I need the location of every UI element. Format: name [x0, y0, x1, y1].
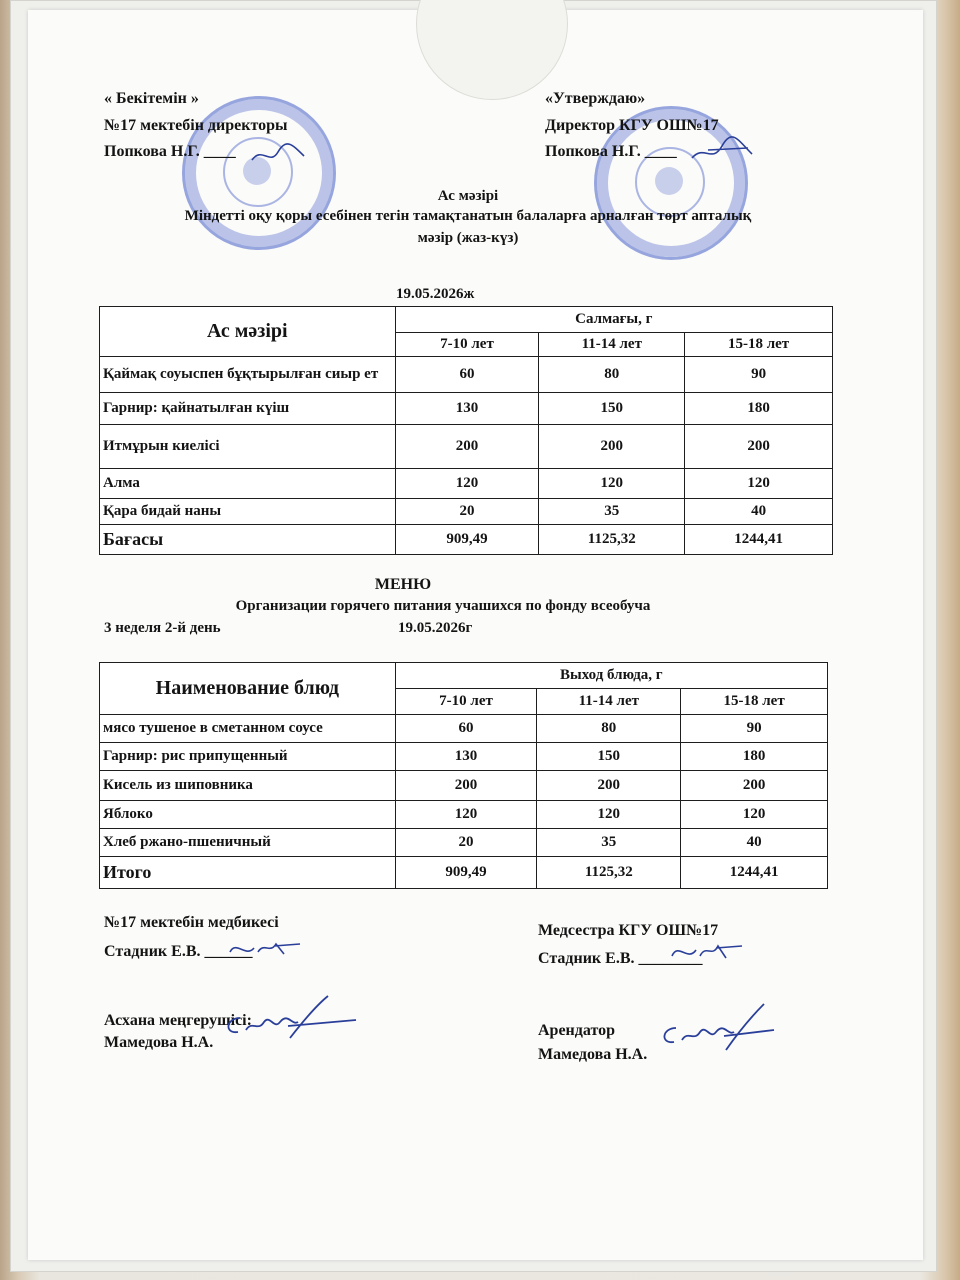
weight-cell: 120 [685, 469, 833, 499]
ru-age-header: 15-18 лет [681, 689, 828, 715]
table-row [100, 715, 828, 743]
total-label: Итого [100, 857, 396, 889]
table-row [100, 771, 828, 801]
weight-cell: 80 [537, 715, 681, 743]
total-cell: 1244,41 [681, 857, 828, 889]
ru-age-header: 11-14 лет [537, 689, 681, 715]
weight-cell: 120 [537, 801, 681, 829]
total-row [100, 857, 828, 889]
weight-cell: 120 [539, 469, 685, 499]
weight-cell: 150 [537, 743, 681, 771]
weight-cell: 120 [395, 801, 537, 829]
ru-menu-date: 19.05.2026г [398, 620, 473, 636]
dish-name: мясо тушеное в сметанном соусе [100, 715, 396, 743]
table-row [100, 801, 828, 829]
tenant-ru-position: Арендатор [538, 1022, 615, 1039]
total-cell: 909,49 [395, 525, 539, 555]
table-row [100, 469, 833, 499]
dish-name: Алма [100, 469, 396, 499]
kz-age-header: 15-18 лет [685, 333, 833, 357]
weight-cell: 200 [685, 425, 833, 469]
weight-cell: 200 [539, 425, 685, 469]
weight-cell: 130 [395, 393, 539, 425]
weight-cell: 120 [395, 469, 539, 499]
nurse-ru-name: Стадник Е.В. ________ [538, 950, 703, 967]
weight-cell: 200 [395, 771, 537, 801]
ru-menu-week: 3 неделя 2-й день [104, 620, 221, 636]
kz-weight-header: Салмағы, г [395, 307, 832, 333]
ru-weight-header: Выход блюда, г [395, 663, 827, 689]
sleeve-finger-notch [416, 0, 568, 100]
total-cell: 909,49 [395, 857, 537, 889]
table-row [100, 357, 833, 393]
table-row [100, 499, 833, 525]
kz-name-header: Ас мәзірі [100, 307, 396, 357]
tenant-signature-right [654, 1000, 794, 1060]
nurse-kz-position: №17 мектебiн медбикесi [104, 914, 279, 931]
total-cell: 1125,32 [537, 857, 681, 889]
table-row [100, 743, 828, 771]
ru-name-header: Наименование блюд [100, 663, 396, 715]
weight-cell: 60 [395, 715, 537, 743]
total-row [100, 525, 833, 555]
nurse-signature-left [224, 934, 304, 964]
dish-name: Қаймақ соуыспен бұқтырылған сиыр ет [100, 357, 396, 393]
approve-ru-name: Попкова Н.Г. ____ [545, 143, 677, 160]
ru-menu-title: МЕНЮ [374, 576, 432, 593]
approve-kz-position: №17 мектебiн директоры [104, 117, 288, 134]
table-row [100, 829, 828, 857]
kz-menu-table [99, 306, 833, 555]
dish-name: Яблоко [100, 801, 396, 829]
weight-cell: 90 [681, 715, 828, 743]
weight-cell: 180 [681, 743, 828, 771]
weight-cell: 40 [681, 829, 828, 857]
weight-cell: 20 [395, 829, 537, 857]
table-row [100, 393, 833, 425]
weight-cell: 200 [395, 425, 539, 469]
total-label: Бағасы [100, 525, 396, 555]
ru-menu-table [99, 662, 828, 889]
kz-menu-subtitle: Міндетті оқу қоры есебінен тегін тамақтанатын балаларға арналған төрт апталық [184, 208, 752, 224]
weight-cell: 150 [539, 393, 685, 425]
weight-cell: 180 [685, 393, 833, 425]
dish-name: Итмұрын киелісі [100, 425, 396, 469]
kz-age-header: 7-10 лет [395, 333, 539, 357]
director-signature-right [688, 136, 758, 168]
canteen-signature-left [218, 992, 358, 1052]
weight-cell: 40 [685, 499, 833, 525]
approve-kz-title: « Бекітемін » [104, 90, 199, 107]
canteen-kz-name: Мамедова Н.А. [104, 1034, 214, 1051]
weight-cell: 90 [685, 357, 833, 393]
nurse-ru-position: Медсестра КГУ ОШ№17 [538, 922, 719, 939]
weight-cell: 35 [539, 499, 685, 525]
tenant-ru-name: Мамедова Н.А. [538, 1046, 648, 1063]
menu-document [28, 10, 923, 1260]
weight-cell: 130 [395, 743, 537, 771]
dish-name: Хлеб ржано-пшеничный [100, 829, 396, 857]
dish-name: Гарнир: рис припущенный [100, 743, 396, 771]
approve-kz-name: Попкова Н.Г. ____ [104, 143, 236, 160]
dish-name: Кисель из шиповника [100, 771, 396, 801]
weight-cell: 80 [539, 357, 685, 393]
kz-menu-season: мәзір (жаз-күз) [417, 230, 519, 246]
dish-name: Гарнир: қайнатылған күіш [100, 393, 396, 425]
kz-menu-title: Ас мәзірі [437, 188, 499, 204]
weight-cell: 35 [537, 829, 681, 857]
ru-menu-subtitle: Организации горячего питания учашихся по фонду всеобуча [235, 598, 651, 614]
nurse-kz-name: Стадник Е.В. ______ [104, 943, 253, 960]
weight-cell: 200 [537, 771, 681, 801]
approve-ru-position: Директор КГУ ОШ№17 [545, 117, 719, 134]
director-signature-left [248, 140, 308, 170]
total-cell: 1125,32 [539, 525, 685, 555]
ru-age-header: 7-10 лет [395, 689, 537, 715]
kz-age-header: 11-14 лет [539, 333, 685, 357]
canteen-kz-position: Асхана меңгерушісі: [104, 1012, 252, 1029]
weight-cell: 200 [681, 771, 828, 801]
table-row [100, 425, 833, 469]
weight-cell: 120 [681, 801, 828, 829]
nurse-signature-right [666, 936, 746, 968]
weight-cell: 60 [395, 357, 539, 393]
total-cell: 1244,41 [685, 525, 833, 555]
approve-ru-title: «Утверждаю» [545, 90, 646, 107]
kz-menu-date: 19.05.2026ж [396, 286, 475, 302]
dish-name: Қара бидай наны [100, 499, 396, 525]
weight-cell: 20 [395, 499, 539, 525]
